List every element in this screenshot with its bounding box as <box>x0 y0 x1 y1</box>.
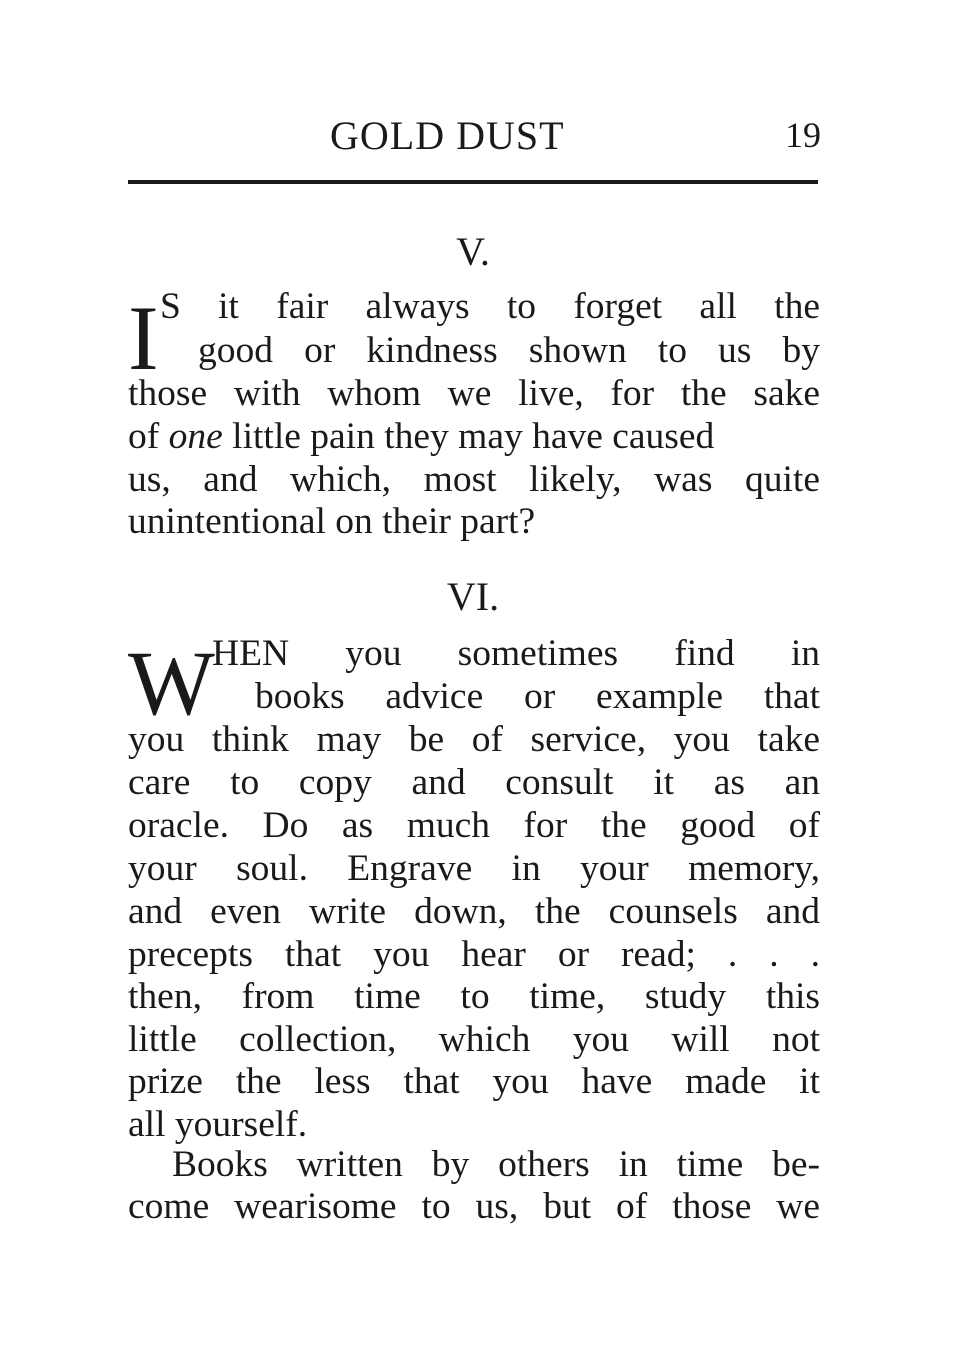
running-title: GOLD DUST <box>330 113 565 158</box>
text-line: all yourself. <box>128 1104 308 1145</box>
section-heading-v: V. <box>456 229 490 274</box>
text-span: of <box>128 416 169 457</box>
section-heading-vi: VI. <box>446 574 500 619</box>
text-line: us, and which, most likely, was quite <box>128 459 820 500</box>
text-line: oracle. Do as much for the good of <box>128 805 820 846</box>
text-line: good or kindness shown to us by <box>198 330 820 371</box>
text-line: care to copy and consult it as an <box>128 762 820 803</box>
text-line: and even write down, the counsels and <box>128 891 820 932</box>
text-line <box>128 415 820 459</box>
text-line: your soul. Engrave in your memory, <box>128 848 820 889</box>
text-line: then, from time to time, study this <box>128 976 820 1017</box>
text-line: books advice or example that <box>255 676 820 717</box>
text-line: those with whom we live, for the sake <box>128 373 820 414</box>
drop-cap-i: I <box>128 287 159 389</box>
text-line: little collection, which you will not <box>128 1019 820 1060</box>
emphasis-text: one <box>168 416 223 457</box>
header-rule <box>128 180 818 184</box>
text-line: Books written by others in time be- <box>172 1144 820 1185</box>
text-line: HEN you sometimes find in <box>212 633 820 674</box>
text-line: S it fair always to forget all the <box>160 286 820 327</box>
drop-cap-w: W <box>128 632 215 734</box>
text-line: come wearisome to us, but of those we <box>128 1186 820 1227</box>
text-span: little pain they may have caused <box>222 416 715 457</box>
text-line: prize the less that you have made it <box>128 1061 820 1102</box>
text-line: you think may be of service, you take <box>128 719 820 760</box>
text-line: unintentional on their part? <box>128 501 536 542</box>
page-number: 19 <box>785 115 821 155</box>
text-line: precepts that you hear or read; . . . <box>128 934 820 975</box>
